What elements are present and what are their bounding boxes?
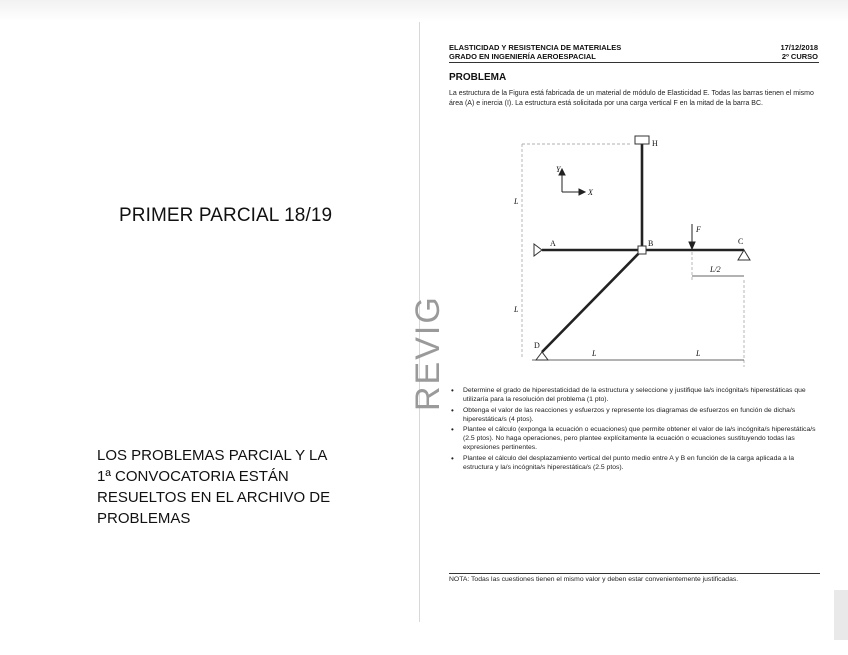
label-dim-l1: L	[514, 197, 519, 206]
label-dim-l3: L	[592, 349, 597, 358]
page-top-shadow	[0, 0, 848, 22]
structure-figure	[512, 132, 762, 372]
label-dim-l2: L	[514, 305, 519, 314]
label-c: C	[738, 237, 744, 246]
joint-b	[638, 246, 646, 254]
bar-bd	[542, 250, 642, 352]
slide-title: PRIMER PARCIAL 18/19	[119, 205, 333, 226]
problem-heading: PROBLEMA	[449, 72, 507, 83]
exam-date: 17/12/2018	[780, 43, 818, 52]
exam-note: NOTA: Todas las cuestiones tienen el mismo valor y deben estar convenientemente justificadas.	[449, 576, 739, 583]
figure-labels	[513, 139, 743, 358]
label-load: F	[696, 225, 701, 234]
axis-x-head	[579, 189, 585, 195]
left-slide-page	[0, 20, 420, 640]
load-arrow-head	[689, 242, 695, 249]
label-a: A	[550, 239, 556, 248]
note-rule	[449, 573, 820, 574]
question-list	[449, 386, 821, 473]
header-rule	[449, 62, 819, 63]
watermark: REVIG	[409, 295, 447, 411]
label-d: D	[534, 341, 540, 350]
exam-sheet	[420, 20, 848, 640]
subject-title: ELASTICIDAD Y RESISTENCIA DE MATERIALES	[449, 43, 622, 52]
support-d	[536, 352, 548, 360]
slide-note-line: RESUELTOS EN EL ARCHIVO DE	[97, 489, 331, 506]
question-item: • Plantee el cálculo (exponga la ecuación o ecuaciones) que permite obtener el valor de la/s incógnita/s hiperestática/s (2.5 ptos). No haga operaciones, pero plantee explícitamente la ecuación o ecuaciones sustituyendo todas las expresiones pertinentes.	[449, 425, 821, 452]
slide-note-line: LOS PROBLEMAS PARCIAL Y LA	[97, 447, 328, 464]
edge-shade	[834, 590, 848, 640]
label-dim-half: L/2	[710, 265, 721, 274]
label-axis-y: Y	[556, 165, 561, 174]
label-b: B	[648, 239, 654, 248]
question-item: • Obtenga el valor de las reacciones y esfuerzos y represente los diagramas de esfuerzos en función de dicha/s hiperestática/s (4 ptos).	[449, 406, 821, 424]
support-c	[738, 250, 750, 260]
degree-title: GRADO EN INGENIERÍA AEROESPACIAL	[449, 52, 596, 61]
support-h	[635, 136, 649, 144]
label-h: H	[652, 139, 658, 148]
slide-note-line: PROBLEMAS	[97, 510, 191, 527]
question-item: • Plantee el cálculo del desplazamiento vertical del punto medio entre A y B en función de la carga aplicada a la estructura y la/s incógnita/s hiperestática/s (2.5 ptos).	[449, 454, 821, 472]
slide-note	[97, 445, 357, 529]
label-dim-l4: L	[696, 349, 701, 358]
exam-header-right	[780, 43, 818, 61]
exam-course: 2º CURSO	[781, 52, 818, 61]
support-a	[534, 244, 542, 256]
slide-note-line: 1ª CONVOCATORIA ESTÁN	[97, 468, 289, 485]
exam-header-left	[449, 43, 621, 61]
question-item: • Determine el grado de hiperestaticidad de la estructura y seleccione y justifique la/s incógnita/s hiperestáticas que utilizaría para la resolución del problema (1 pto).	[449, 386, 821, 404]
problem-statement: La estructura de la Figura está fabricada de un material de módulo de Elasticidad E. Todas las barras tienen el mismo área (A) e inercia (I). La estructura está solicitada por una carga vertical F en la mitad de la barra BC.	[449, 90, 814, 107]
label-axis-x: X	[588, 188, 593, 197]
